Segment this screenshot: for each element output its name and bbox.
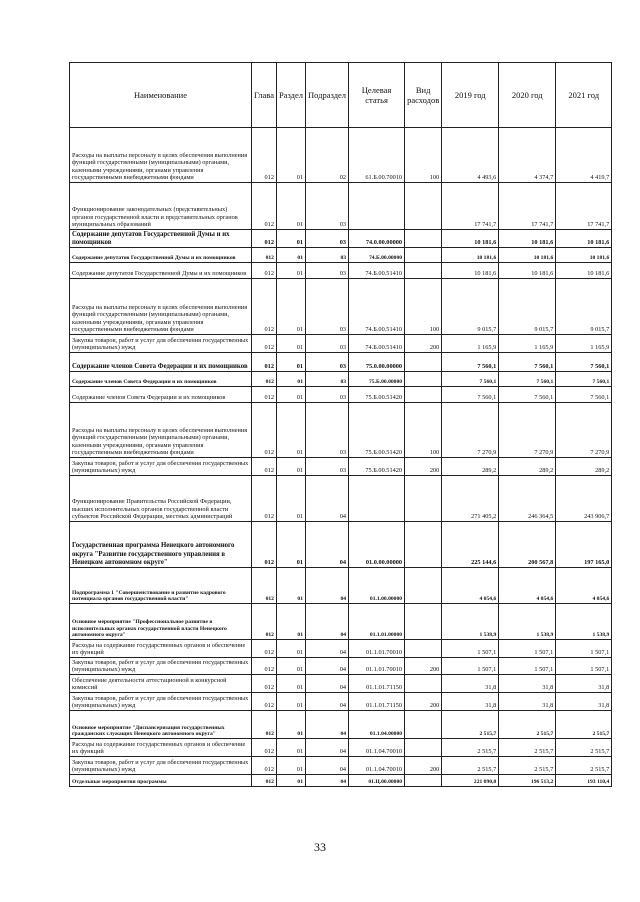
cell-statya: 74.Б.00.51410	[349, 263, 405, 279]
cell-y2020: 1 538,9	[499, 604, 556, 640]
cell-y2019: 4 054,6	[442, 568, 499, 604]
cell-statya: 01.1.01.70010	[349, 658, 405, 675]
cell-statya: 75.0.00.00000	[349, 353, 405, 372]
cell-podrazdel: 03	[306, 230, 349, 248]
cell-statya: 74.Б.00.00000	[349, 248, 405, 263]
cell-razdel: 01	[276, 711, 305, 739]
cell-y2019: 4 493,6	[442, 128, 499, 183]
cell-y2021: 7 560,1	[556, 387, 612, 403]
cell-y2019: 1 507,1	[442, 640, 499, 658]
cell-glava: 012	[252, 640, 277, 658]
cell-name: Закупка товаров, работ и услуг для обеспечения государственных (муниципальных) нужд	[70, 458, 252, 476]
header-statya: Целевая статья	[349, 63, 405, 128]
cell-razdel: 01	[276, 458, 305, 476]
cell-name: Основное мероприятие "Диспансеризация государственных гражданских служащих Ненецкого автономного округа"	[70, 711, 252, 739]
cell-y2019: 10 181,6	[442, 230, 499, 248]
cell-y2021: 4 419,7	[556, 128, 612, 183]
table-row	[70, 522, 612, 568]
cell-razdel: 01	[276, 372, 305, 387]
cell-y2019: 31,8	[442, 675, 499, 693]
cell-razdel: 01	[276, 658, 305, 675]
cell-razdel: 01	[276, 522, 305, 568]
cell-y2020: 2 515,7	[499, 711, 556, 739]
cell-podrazdel: 03	[306, 372, 349, 387]
cell-podrazdel: 03	[306, 279, 349, 335]
cell-podrazdel: 04	[306, 522, 349, 568]
cell-y2019: 31,8	[442, 693, 499, 711]
cell-statya: 01.1.01.70010	[349, 640, 405, 658]
cell-podrazdel: 04	[306, 476, 349, 522]
cell-vid	[405, 248, 442, 263]
cell-y2019: 9 015,7	[442, 279, 499, 335]
cell-podrazdel: 03	[306, 335, 349, 353]
cell-podrazdel: 04	[306, 568, 349, 604]
cell-glava: 012	[252, 263, 277, 279]
cell-glava: 012	[252, 335, 277, 353]
cell-glava: 012	[252, 403, 277, 458]
budget-table	[69, 62, 612, 787]
cell-name: Расходы на содержание государственных органов и обеспечение их функций	[70, 640, 252, 658]
table-row	[70, 353, 612, 372]
cell-statya: 01.1.01.71150	[349, 693, 405, 711]
cell-razdel: 01	[276, 403, 305, 458]
cell-glava: 012	[252, 711, 277, 739]
cell-razdel: 01	[276, 604, 305, 640]
cell-name: Закупка товаров, работ и услуг для обеспечения государственных (муниципальных) нужд	[70, 693, 252, 711]
cell-vid	[405, 353, 442, 372]
cell-glava: 012	[252, 658, 277, 675]
cell-name: Содержание депутатов Государственной Думы и их помощников	[70, 248, 252, 263]
cell-name: Содержание депутатов Государственной Думы и их помощников	[70, 263, 252, 279]
table-row	[70, 604, 612, 640]
header-glava: Глава	[252, 63, 277, 128]
cell-glava: 012	[252, 739, 277, 757]
header-2019: 2019 год	[442, 63, 499, 128]
cell-name: Содержание членов Совета Федерации и их помощников	[70, 353, 252, 372]
cell-vid	[405, 183, 442, 230]
table-row	[70, 387, 612, 403]
cell-glava: 012	[252, 183, 277, 230]
table-row	[70, 675, 612, 693]
table-row	[70, 693, 612, 711]
cell-vid: 200	[405, 458, 442, 476]
cell-vid	[405, 476, 442, 522]
cell-razdel: 01	[276, 640, 305, 658]
cell-y2019: 7 560,1	[442, 372, 499, 387]
cell-statya	[349, 476, 405, 522]
cell-razdel: 01	[276, 128, 305, 183]
cell-name: Отдельные мероприятия программы	[70, 775, 252, 787]
cell-vid	[405, 522, 442, 568]
cell-y2019: 221 090,0	[442, 775, 499, 787]
cell-y2021: 31,8	[556, 693, 612, 711]
cell-statya: 75.Б.00.51420	[349, 403, 405, 458]
cell-statya: 74.0.00.00000	[349, 230, 405, 248]
table-row	[70, 757, 612, 775]
cell-y2021: 1 507,1	[556, 658, 612, 675]
table-row	[70, 263, 612, 279]
cell-y2019: 271 405,2	[442, 476, 499, 522]
cell-vid: 100	[405, 128, 442, 183]
cell-vid	[405, 675, 442, 693]
cell-statya	[349, 183, 405, 230]
cell-y2021: 31,8	[556, 675, 612, 693]
cell-y2020: 31,8	[499, 675, 556, 693]
cell-glava: 012	[252, 387, 277, 403]
cell-y2019: 2 515,7	[442, 739, 499, 757]
cell-statya: 01.1.04.00000	[349, 711, 405, 739]
cell-statya: 01.1.01.71150	[349, 675, 405, 693]
cell-y2021: 1 538,9	[556, 604, 612, 640]
cell-y2019: 1 538,9	[442, 604, 499, 640]
table-row	[70, 403, 612, 458]
cell-y2020: 1 507,1	[499, 658, 556, 675]
cell-y2019: 7 560,1	[442, 353, 499, 372]
cell-y2021: 9 015,7	[556, 279, 612, 335]
cell-y2020: 246 364,5	[499, 476, 556, 522]
cell-podrazdel: 04	[306, 693, 349, 711]
cell-y2021: 193 110,4	[556, 775, 612, 787]
cell-vid	[405, 568, 442, 604]
cell-y2021: 2 515,7	[556, 757, 612, 775]
cell-y2021: 10 181,6	[556, 230, 612, 248]
cell-podrazdel: 04	[306, 739, 349, 757]
cell-statya: 01.1.00.00000	[349, 568, 405, 604]
cell-y2020: 196 513,2	[499, 775, 556, 787]
table-row	[70, 739, 612, 757]
cell-podrazdel: 04	[306, 658, 349, 675]
cell-glava: 012	[252, 279, 277, 335]
cell-y2019: 225 144,6	[442, 522, 499, 568]
cell-statya: 75.Б.00.51420	[349, 387, 405, 403]
cell-y2021: 197 165,0	[556, 522, 612, 568]
table-body	[70, 128, 612, 787]
cell-y2020: 10 181,6	[499, 248, 556, 263]
cell-y2020: 7 560,1	[499, 372, 556, 387]
cell-y2020: 31,8	[499, 693, 556, 711]
cell-glava: 012	[252, 522, 277, 568]
cell-y2019: 10 181,6	[442, 248, 499, 263]
cell-y2021: 2 515,7	[556, 711, 612, 739]
cell-razdel: 01	[276, 263, 305, 279]
cell-statya: 01.Ц.00.00000	[349, 775, 405, 787]
cell-glava: 012	[252, 372, 277, 387]
cell-razdel: 01	[276, 739, 305, 757]
cell-podrazdel: 04	[306, 640, 349, 658]
cell-statya: 75.Б.00.51420	[349, 458, 405, 476]
cell-y2020: 1 507,1	[499, 640, 556, 658]
cell-vid: 200	[405, 658, 442, 675]
cell-vid: 200	[405, 757, 442, 775]
cell-podrazdel: 03	[306, 353, 349, 372]
cell-vid	[405, 775, 442, 787]
cell-razdel: 01	[276, 693, 305, 711]
cell-vid	[405, 372, 442, 387]
cell-vid: 100	[405, 279, 442, 335]
cell-vid: 100	[405, 403, 442, 458]
table-row	[70, 568, 612, 604]
cell-glava: 012	[252, 353, 277, 372]
cell-y2020: 2 515,7	[499, 739, 556, 757]
table-row	[70, 128, 612, 183]
cell-razdel: 01	[276, 757, 305, 775]
cell-glava: 012	[252, 757, 277, 775]
cell-razdel: 01	[276, 775, 305, 787]
cell-podrazdel: 03	[306, 183, 349, 230]
cell-podrazdel: 04	[306, 711, 349, 739]
cell-razdel: 01	[276, 675, 305, 693]
cell-y2021: 17 741,7	[556, 183, 612, 230]
cell-glava: 012	[252, 568, 277, 604]
cell-vid	[405, 640, 442, 658]
cell-name: Закупка товаров, работ и услуг для обеспечения государственных (муниципальных) нужд	[70, 658, 252, 675]
cell-y2020: 10 181,6	[499, 263, 556, 279]
table-row	[70, 711, 612, 739]
cell-name: Расходы на выплаты персоналу в целях обеспечения выполнения функций государственными (муниципальными) органами, казенными учреждениями, органами управления государственными внебюджетными фондами	[70, 403, 252, 458]
cell-y2020: 7 560,1	[499, 353, 556, 372]
cell-glava: 012	[252, 248, 277, 263]
cell-razdel: 01	[276, 279, 305, 335]
cell-y2020: 2 515,7	[499, 757, 556, 775]
cell-name: Расходы на содержание государственных органов и обеспечение их функций	[70, 739, 252, 757]
cell-y2019: 289,2	[442, 458, 499, 476]
cell-razdel: 01	[276, 568, 305, 604]
cell-y2021: 7 560,1	[556, 372, 612, 387]
cell-vid	[405, 387, 442, 403]
cell-statya: 01.0.00.00000	[349, 522, 405, 568]
table-row	[70, 183, 612, 230]
cell-podrazdel: 03	[306, 248, 349, 263]
cell-vid	[405, 711, 442, 739]
cell-vid	[405, 263, 442, 279]
cell-y2019: 1 165,9	[442, 335, 499, 353]
cell-podrazdel: 02	[306, 128, 349, 183]
cell-name: Функционирование законодательных (представительных) органов государственной власти и представительных органов муниципальных образований	[70, 183, 252, 230]
cell-glava: 012	[252, 476, 277, 522]
cell-podrazdel: 03	[306, 263, 349, 279]
cell-name: Основное мероприятие "Профессиональное развитие в исполнительных органах государственной власти Ненецкого автономного округа"	[70, 604, 252, 640]
header-vid: Вид расходов	[405, 63, 442, 128]
cell-y2019: 7 560,1	[442, 387, 499, 403]
cell-name: Закупка товаров, работ и услуг для обеспечения государственных (муниципальных) нужд	[70, 757, 252, 775]
cell-vid	[405, 739, 442, 757]
cell-statya: 61.Б.00.70010	[349, 128, 405, 183]
table-row	[70, 658, 612, 675]
cell-y2020: 7 560,1	[499, 387, 556, 403]
cell-glava: 012	[252, 128, 277, 183]
cell-vid: 200	[405, 335, 442, 353]
cell-vid: 200	[405, 693, 442, 711]
cell-name: Государственная программа Ненецкого автономного округа "Развитие государственного управления в Ненецком автономном округе"	[70, 522, 252, 568]
cell-podrazdel: 04	[306, 604, 349, 640]
cell-vid	[405, 230, 442, 248]
cell-y2019: 17 741,7	[442, 183, 499, 230]
cell-y2021: 289,2	[556, 458, 612, 476]
cell-name: Закупка товаров, работ и услуг для обеспечения государственных (муниципальных) нужд	[70, 335, 252, 353]
cell-y2020: 9 015,7	[499, 279, 556, 335]
cell-razdel: 01	[276, 230, 305, 248]
cell-y2021: 7 560,1	[556, 353, 612, 372]
cell-y2019: 10 181,6	[442, 263, 499, 279]
cell-statya: 74.Б.00.51410	[349, 335, 405, 353]
cell-y2021: 1 165,9	[556, 335, 612, 353]
cell-y2021: 10 181,6	[556, 263, 612, 279]
header-row	[70, 63, 612, 128]
cell-name: Содержание членов Совета Федерации и их помощников	[70, 387, 252, 403]
cell-y2020: 4 054,6	[499, 568, 556, 604]
table-row	[70, 476, 612, 522]
cell-razdel: 01	[276, 183, 305, 230]
cell-statya: 75.Б.00.00000	[349, 372, 405, 387]
cell-razdel: 01	[276, 387, 305, 403]
cell-vid	[405, 604, 442, 640]
cell-y2020: 17 741,7	[499, 183, 556, 230]
table-row	[70, 248, 612, 263]
cell-razdel: 01	[276, 476, 305, 522]
page-number: 33	[314, 840, 326, 854]
cell-glava: 012	[252, 775, 277, 787]
cell-y2019: 2 515,7	[442, 757, 499, 775]
cell-y2019: 7 270,9	[442, 403, 499, 458]
table-row	[70, 372, 612, 387]
cell-name: Обеспечение деятельности аттестационной и конкурсной комиссий	[70, 675, 252, 693]
cell-name: Содержание депутатов Государственной Думы и их помощников	[70, 230, 252, 248]
cell-podrazdel: 04	[306, 775, 349, 787]
table-row	[70, 640, 612, 658]
cell-statya: 01.1.04.70010	[349, 739, 405, 757]
cell-podrazdel: 04	[306, 757, 349, 775]
header-2021: 2021 год	[556, 63, 612, 128]
cell-name: Расходы на выплаты персоналу в целях обеспечения выполнения функций государственными (муниципальными) органами, казенными учреждениями, органами управления государственными внебюджетными фондами	[70, 279, 252, 335]
table-row	[70, 279, 612, 335]
cell-glava: 012	[252, 230, 277, 248]
cell-y2021: 1 507,1	[556, 640, 612, 658]
cell-y2020: 4 374,7	[499, 128, 556, 183]
cell-y2021: 243 906,7	[556, 476, 612, 522]
table-row	[70, 335, 612, 353]
cell-y2021: 2 515,7	[556, 739, 612, 757]
cell-podrazdel: 04	[306, 675, 349, 693]
cell-glava: 012	[252, 604, 277, 640]
cell-name: Подпрограмма 1 "Совершенствование и развитие кадрового потенциала органов государственной власти"	[70, 568, 252, 604]
cell-y2021: 10 181,6	[556, 248, 612, 263]
cell-podrazdel: 03	[306, 403, 349, 458]
cell-razdel: 01	[276, 353, 305, 372]
cell-podrazdel: 03	[306, 458, 349, 476]
header-razdel: Раздел	[276, 63, 305, 128]
header-name: Наименование	[70, 63, 252, 128]
cell-y2020: 289,2	[499, 458, 556, 476]
budget-table-container	[69, 62, 612, 787]
table-row	[70, 458, 612, 476]
cell-y2020: 7 270,9	[499, 403, 556, 458]
table-row	[70, 775, 612, 787]
cell-statya: 01.1.04.70010	[349, 757, 405, 775]
table-row	[70, 230, 612, 248]
cell-glava: 012	[252, 675, 277, 693]
cell-y2020: 1 165,9	[499, 335, 556, 353]
cell-y2020: 200 567,8	[499, 522, 556, 568]
cell-razdel: 01	[276, 335, 305, 353]
cell-statya: 74.Б.00.51410	[349, 279, 405, 335]
cell-razdel: 01	[276, 248, 305, 263]
cell-name: Расходы на выплаты персоналу в целях обеспечения выполнения функций государственными (муниципальными) органами, казенными учреждениями, органами управления государственными внебюджетными фондами	[70, 128, 252, 183]
header-2020: 2020 год	[499, 63, 556, 128]
cell-name: Функционирование Правительства Российской Федерации, высших исполнительных органов государственной власти субъектов Российской Федерации, местных администраций	[70, 476, 252, 522]
cell-y2021: 4 054,6	[556, 568, 612, 604]
cell-glava: 012	[252, 693, 277, 711]
cell-name: Содержание членов Совета Федерации и их помощников	[70, 372, 252, 387]
cell-statya: 01.1.01.00000	[349, 604, 405, 640]
cell-y2019: 2 515,7	[442, 711, 499, 739]
header-podrazdel: Подраздел	[306, 63, 349, 128]
cell-y2020: 10 181,6	[499, 230, 556, 248]
cell-y2019: 1 507,1	[442, 658, 499, 675]
cell-podrazdel: 03	[306, 387, 349, 403]
cell-y2021: 7 270,9	[556, 403, 612, 458]
cell-glava: 012	[252, 458, 277, 476]
